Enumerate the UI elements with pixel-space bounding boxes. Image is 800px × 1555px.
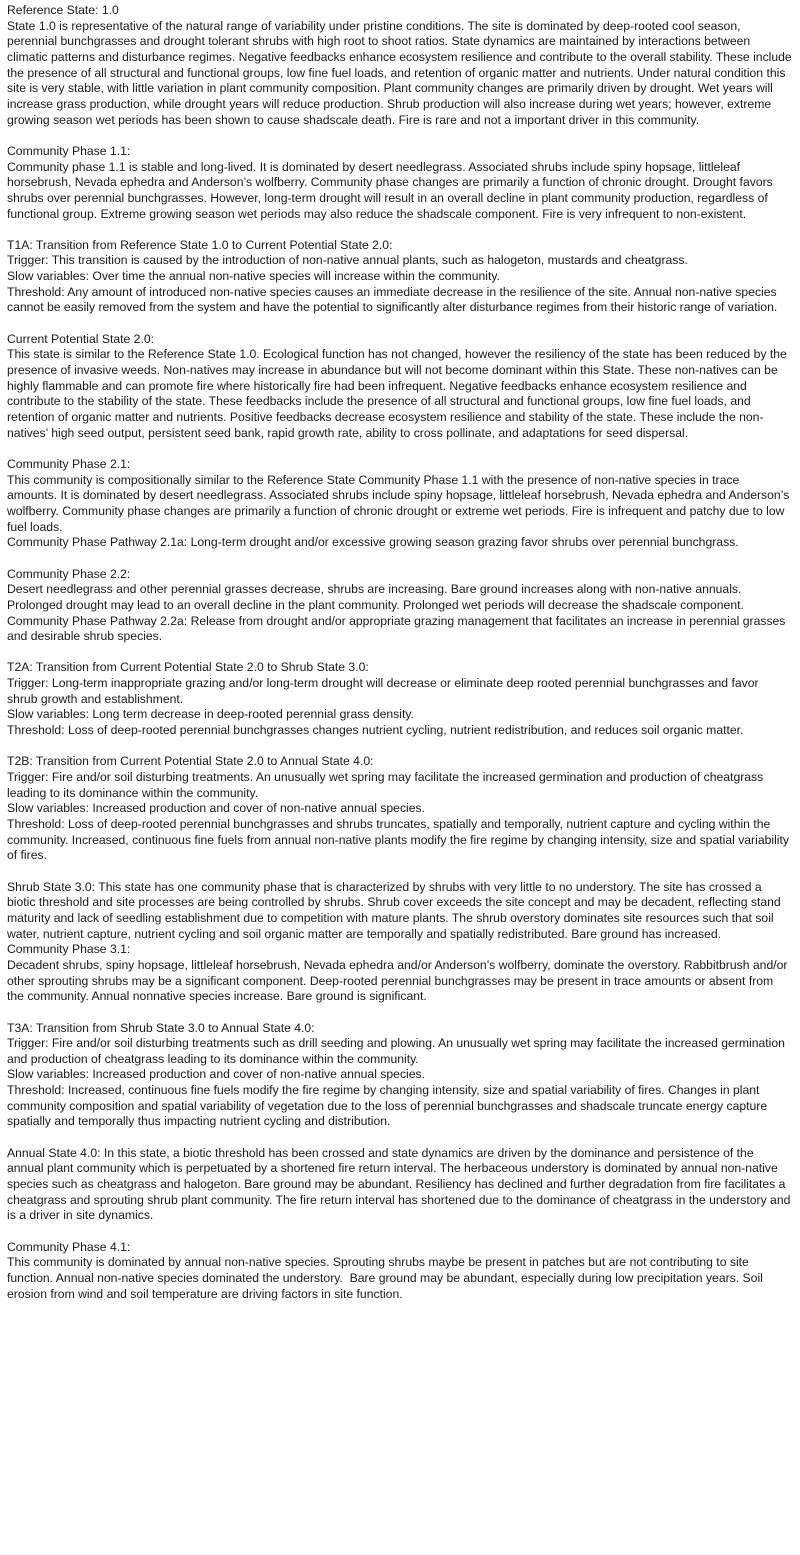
section-text-line: Threshold: Loss of deep-rooted perennial bunchgrasses changes nutrient cycling, nutrient redistribution, and reduces soil organic matter.	[7, 723, 744, 738]
text-section	[7, 1146, 792, 1224]
section-text-first-line: Community Phase 1.1:	[7, 143, 131, 158]
section-text-line: Slow variables: Long term decrease in deep-rooted perennial grass density.	[7, 707, 414, 722]
section-text-line: Community Phase Pathway 2.1a: Long-term drought and/or excessive growing season grazing favor shrubs over perennial bunchgrass.	[7, 535, 739, 550]
text-section	[7, 1240, 792, 1303]
text-section	[7, 567, 792, 645]
section-text-line: Threshold: Any amount of introduced non-native species causes an immediate decrease in the resilience of the site. Annual non-native species cannot be easily removed from the system and have the potential to significantly alter disturbance regimes from their historic range of variation.	[7, 284, 781, 315]
text-section	[7, 238, 792, 316]
section-text-line: This state is similar to the Reference State 1.0. Ecological function has not changed, however the resiliency of the state has been reduced by the presence of invasive weeds. Non-natives may increase in abundance but will not become dominant within this State. These non-natives can be highly flammable and can promote fire where historically fire had been infrequent. Negative feedbacks enhance ecosystem resilience and contribute to the stability of the state. These feedbacks include the presence of all structural and functional groups, low fine fuel loads, and retention of organic matter and nutrients. Positive feedbacks decrease ecosystem resilience and stability of the state. These include the non-natives’ high seed output, persistent seed bank, rapid growth rate, ability to cross pollinate, and adaptations for seed dispersal.	[7, 347, 791, 440]
section-text-line: Desert needlegrass and other perennial grasses decrease, shrubs are increasing. Bare ground increases along with non-native annuals. Prolonged drought may lead to an overall decline in the plant community. Prolonged wet periods will decrease the shadscale component.	[7, 582, 745, 612]
text-section	[7, 457, 792, 551]
text-section	[7, 144, 792, 222]
section-text-first-line: Annual State 4.0: In this state, a biotic threshold has been crossed and state dynamics are driven by the dominance and persistence of the annual plant community which is perpetuated by a shortened fire return interval. The herbaceous understory is dominated by annual non-native species such as cheatgrass and halogeton. Bare ground may be abundant. Resiliency has declined and further degradation from fire facilitates a cheatgrass and sprouting shrub plant community. The fire return interval has shortened due to the dominance of cheatgrass in the understory and is a driver in site dynamics.	[7, 1145, 794, 1223]
section-text-line: Slow variables: Over time the annual non-native species will increase within the community.	[7, 269, 500, 284]
section-text-line: Slow variables: Increased production and cover of non-native annual species.	[7, 1067, 426, 1082]
section-text-line: Trigger: Long-term inappropriate grazing and/or long-term drought will decrease or eliminate deep rooted perennial bunchgrasses and favor shrub growth and establishment.	[7, 676, 762, 706]
section-text-first-line: T2A: Transition from Current Potential State 2.0 to Shrub State 3.0:	[7, 660, 369, 675]
section-text-line: Trigger: Fire and/or soil disturbing treatments. An unusually wet spring may facilitate the increased germination and production of cheatgrass leading to its dominance within the community.	[7, 770, 767, 800]
text-section	[7, 754, 792, 864]
section-text-line: Community Phase 3.1:	[7, 942, 131, 957]
text-section	[7, 880, 792, 1005]
section-text-line: Trigger: Fire and/or soil disturbing treatments such as drill seeding and plowing. An unusually wet spring may facilitate the increased germination and production of cheatgrass leading to its dominance within the community.	[7, 1036, 789, 1066]
text-section	[7, 332, 792, 442]
section-text-first-line: Community Phase 2.2:	[7, 566, 131, 581]
section-text-first-line: Community Phase 2.1:	[7, 456, 131, 471]
section-text-line: Threshold: Increased, continuous fine fuels modify the fire regime by changing intensity, size and spatial variability of fires. Changes in plant community composition and spatial variability of vegetation due to the loss of perennial bunchgrasses and shadscale truncate energy capture spatially and temporally thus impacting nutrient cycling and distribution.	[7, 1083, 771, 1129]
section-text-line: Decadent shrubs, spiny hopsage, littleleaf horsebrush, Nevada ephedra and/or Anderson’s wolfberry, dominate the overstory. Rabbitbrush and/or other sprouting shrubs may be a significant component. Deep-rooted perennial bunchgrasses may be present in trace amounts or absent from the community. Annual nonnative species increase. Bare ground is significant.	[7, 957, 791, 1004]
text-section	[7, 660, 792, 738]
section-text-line: State 1.0 is representative of the natural range of variability under pristine conditions. The site is dominated by deep-rooted cool season, perennial bunchgrasses and drought tolerant shrubs with high root to shoot ratios. State dynamics are maintained by interactions between climatic patterns and disturbance regimes. Negative feedbacks enhance ecosystem resilience and contribute to the overall stability. These include the presence of all structural and functional groups, low fine fuel loads, and retention of organic matter and nutrients. Under natural condition this site is very stable, with little variation in plant community composition. Plant community changes are primarily driven by drought. Wet years will increase grass production, while drought years will reduce production. Shrub production will also increase during wet years; however, extreme growing season wet periods has been shown to cause shadscale death. Fire is rare and not a important driver in this community.	[7, 18, 796, 127]
section-text-line: Slow variables: Increased production and cover of non-native annual species.	[7, 801, 426, 816]
section-text-first-line: Current Potential State 2.0:	[7, 331, 155, 346]
section-text-first-line: T3A: Transition from Shrub State 3.0 to Annual State 4.0:	[7, 1020, 315, 1035]
section-text-first-line: T1A: Transition from Reference State 1.0 to Current Potential State 2.0:	[7, 237, 393, 252]
section-text-first-line: T2B: Transition from Current Potential State 2.0 to Annual State 4.0:	[7, 754, 374, 769]
section-text-line: Trigger: This transition is caused by the introduction of non-native annual plants, such as halogeton, mustards and cheatgrass.	[7, 253, 688, 268]
section-text-first-line: Reference State: 1.0	[7, 3, 119, 17]
text-section	[7, 3, 796, 128]
section-text-first-line: Shrub State 3.0: This state has one community phase that is characterized by shrubs with very little to no understory. The site has crossed a biotic threshold and site processes are being controlled by shrubs. Shrub cover exceeds the site concept and may be decadent, reflecting stand maturity and lack of seedling establishment due to competition with mature plants. The shrub overstory dominates site resources such that soil water, nutrient capture, nutrient cycling and soil organic matter are temporally and spatially redistributed. Bare ground has increased.	[7, 879, 785, 941]
section-text-first-line: Community Phase 4.1:	[7, 1239, 131, 1254]
section-text-line: Threshold: Loss of deep-rooted perennial bunchgrasses and shrubs truncates, spatially and temporally, nutrient capture and cycling within the community. Increased, continuous fine fuels from annual non-native plants modify the fire regime by changing intensity, size and spatial variability of fires.	[7, 817, 793, 863]
section-text-line: This community is dominated by annual non-native species. Sprouting shrubs maybe be present in patches but are not contributing to site function. Annual non-native species dominated the understory. Bare ground may be abundant, especially during low precipitation years. Soil erosion from wind and soil temperature are driving factors in site function.	[7, 1255, 767, 1301]
section-text-line: This community is compositionally similar to the Reference State Community Phase 1.1 with the presence of non-native species in trace amounts. It is dominated by desert needlegrass. Associated shrubs include spiny hopsage, littleleaf horsebrush, Nevada ephedra and Anderson’s wolfberry. Community phase changes are primarily a function of chronic drought or extreme wet periods. Fire is infrequent and patchy due to low fuel loads.	[7, 472, 793, 534]
section-text-line: Community phase 1.1 is stable and long-lived. It is dominated by desert needlegrass. Associated shrubs include spiny hopsage, littleleaf horsebrush, Nevada ephedra and Anderson’s wolfberry. Community phase changes are primarily a function of chronic drought. Drought favors shrubs over perennial bunchgrasses. However, long-term drought will result in an overall decline in plant community production, regardless of functional group. Extreme growing season wet periods may also reduce the shadscale component. Fire is very infrequent to non-existent.	[7, 159, 777, 221]
section-text-line: Community Phase Pathway 2.2a: Release from drought and/or appropriate grazing management that facilitates an increase in perennial grasses and desirable shrub species.	[7, 613, 789, 644]
text-section	[7, 1021, 792, 1131]
